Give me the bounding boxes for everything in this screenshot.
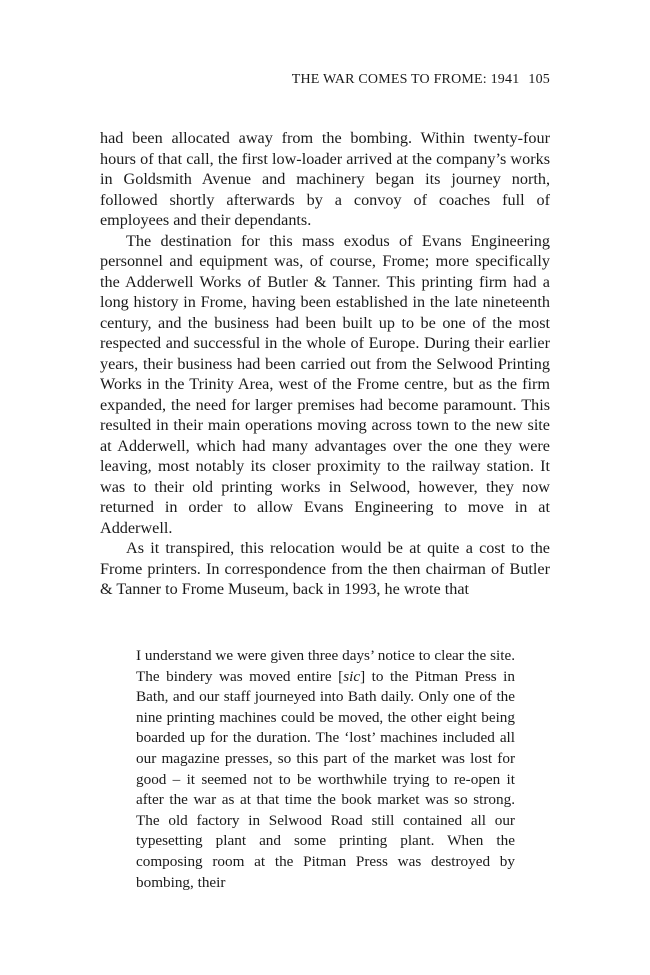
body-text (100, 128, 550, 600)
chapter-title: THE WAR COMES TO FROME: 1941 (291, 72, 520, 87)
quote-paragraph (136, 646, 515, 893)
block-quote (136, 646, 515, 893)
running-head (292, 72, 550, 88)
paragraph: had been allocated away from the bombing. Within twenty-four hours of that call, the first low-loader arrived at the company’s works in Goldsmith Avenue and machinery began its journey north, followed shortly afterwards by a convoy of coaches full of employees and their dependants. (100, 129, 550, 229)
quote-text-end: ] to the Pitman Press in Bath, and our staff journeyed into Bath daily. Only one of the nine printing machines could be moved, the other eight being boarded up for the duration. The ‘lost’ machines included all our magazine presses, so this part of the market was lost for good – it seemed not to be worthwhile trying to re-open it after the war as at that time the book market was so strong. The old factory in Selwood Road still contained all our typesetting plant and some printing plant. When the composing room at the Pitman Press was destroyed by bombing, their (136, 667, 515, 891)
paragraph: As it transpired, this relocation would be at quite a cost to the Frome printers. In correspondence from the then chairman of Butler & Tanner to Frome Museum, back in 1993, he wrote that (100, 539, 550, 598)
sic-italic: sic (343, 667, 361, 685)
page-number: 105 (528, 72, 550, 87)
quote-text-start: I understand we were given three days’ notice to clear the site. The bindery was moved entire [ (136, 647, 515, 685)
paragraph: The destination for this mass exodus of Evans Engineering personnel and equipment was, of course, Frome; more specifically the Adderwell Works of Butler & Tanner. This printing firm had a long history in Frome, having been established in the late nineteenth century, and the business had been built up to be one of the most respected and successful in the whole of Europe. During their earlier years, their business had been carried out from the Selwood Printing Works in the Trinity Area, west of the Frome centre, but as the firm expanded, the need for larger premises had become paramount. This resulted in their main operations moving across town to the new site at Adderwell, which had many advantages over the one they were leaving, most notably its closer proximity to the railway station. It was to their old printing works in Selwood, however, they now returned in order to allow Evans Engineering to move in at Adderwell. (100, 231, 550, 537)
